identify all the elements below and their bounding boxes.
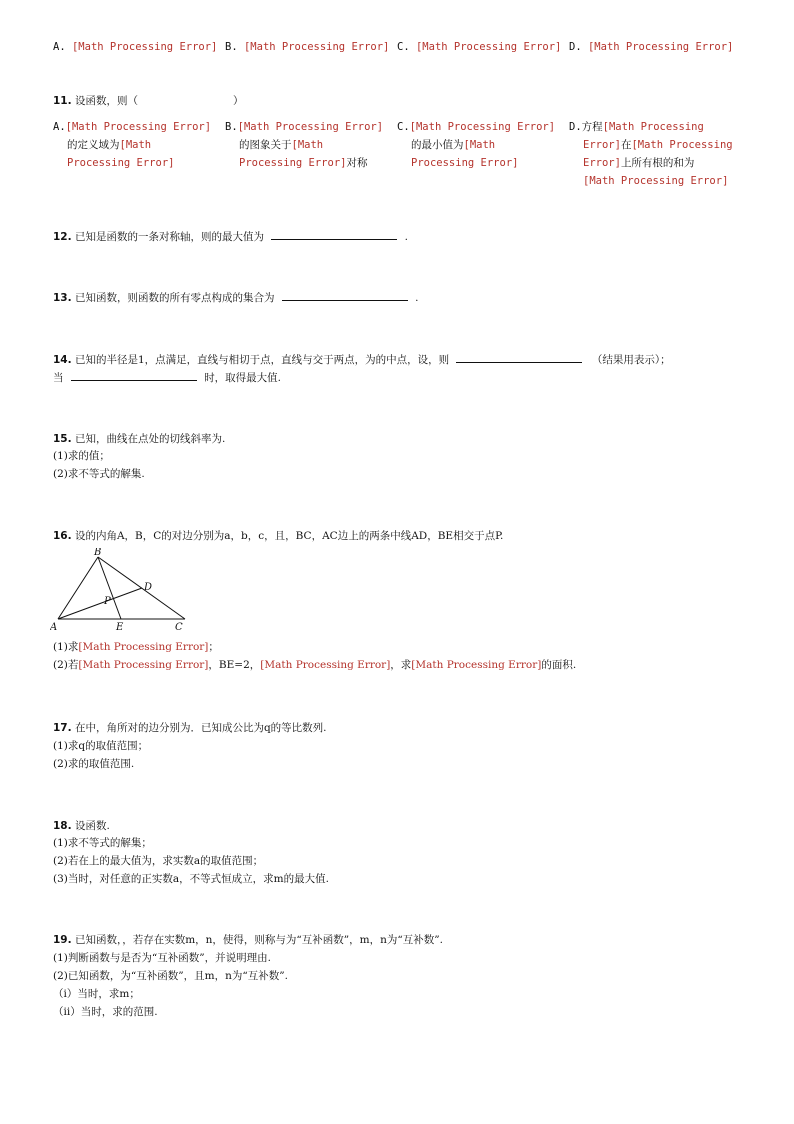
subquestion-text: ，求 (390, 659, 412, 671)
math-error: [Math Processing Error] (78, 641, 209, 653)
option-text: 的图象关于 (239, 139, 292, 151)
question-number: 12. (53, 231, 72, 243)
question-number: 15. (53, 433, 72, 445)
subquestion-text: ，BE=2， (208, 659, 261, 671)
median-be (98, 557, 121, 619)
subquestion-1: (1)判断函数与是否为“互补函数”，并说明理由. (53, 952, 271, 964)
question-stem: 设的内角A，B，C的对边分别为a，b，c，且，BC，AC边上的两条中线AD，BE相交于点P. (74, 530, 504, 542)
option-text: Processing Error] (239, 157, 347, 169)
question-number: 13. (53, 292, 72, 304)
answer-blank[interactable] (271, 227, 397, 240)
option-text: 的定义域为 (67, 139, 120, 151)
question-18 (53, 817, 110, 835)
question-number: 17. (53, 722, 72, 734)
q11-option-d (569, 118, 733, 190)
q10-option-c (397, 38, 561, 56)
option-letter: B. (225, 121, 238, 133)
question-15 (53, 430, 225, 448)
math-error: [Math Processing Error] (260, 659, 391, 671)
question-text: 当 (53, 372, 64, 384)
subquestion-1: (1)求的值； (53, 450, 110, 462)
option-text: Processing Error] (411, 157, 519, 169)
q11-option-c (397, 118, 555, 172)
q10-option-d (569, 38, 733, 56)
option-text: Processing Error] (67, 157, 175, 169)
question-11 (53, 92, 243, 110)
question-stem: 已知函数，则函数的所有零点构成的集合为 (74, 292, 275, 304)
subquestion-2-i: （i）当时，求m； (53, 988, 140, 1000)
question-text: 时，取得最大值. (204, 372, 282, 384)
question-end: . (415, 292, 419, 304)
answer-blank[interactable] (282, 288, 408, 301)
triangle-figure (50, 548, 200, 636)
option-text: [Math Processing Error] (71, 41, 218, 53)
question-stem: 已知，曲线在点处的切线斜率为. (74, 433, 226, 445)
question-close-paren: ） (232, 95, 244, 107)
option-text: [Math (291, 139, 324, 151)
q11-option-a (53, 118, 211, 172)
question-12 (53, 227, 408, 246)
option-text: 在 (620, 139, 632, 151)
option-text: 的最小值为 (411, 139, 464, 151)
question-19 (53, 931, 443, 949)
option-text: [Math Processing Error] (415, 41, 562, 53)
option-text: [Math Processing Error] (65, 121, 212, 133)
question-end: . (404, 231, 408, 243)
option-text: 对称 (346, 157, 368, 169)
subquestion-text: (1)求 (53, 641, 79, 653)
question-13 (53, 288, 418, 307)
label-p: P (104, 596, 111, 607)
question-stem: 设函数. (74, 820, 110, 832)
label-a: A (50, 622, 58, 633)
subquestion-2: (2)求的取值范围. (53, 758, 135, 770)
math-error: [Math Processing Error] (411, 659, 542, 671)
option-letter: C. (397, 121, 410, 133)
question-number: 16. (53, 530, 72, 542)
question-number: 19. (53, 934, 72, 946)
label-b: B (94, 548, 102, 558)
question-17 (53, 719, 327, 737)
option-text: 上所有根的和为 (620, 157, 695, 169)
option-text: [Math Processing Error] (587, 41, 734, 53)
question-14 (53, 350, 671, 369)
subquestion-1: (1)求不等式的解集； (53, 837, 152, 849)
option-text: Error] (583, 139, 621, 151)
label-c: C (175, 622, 183, 633)
option-letter: C. (397, 41, 410, 53)
subquestion-1 (53, 638, 219, 656)
option-letter: A. (53, 41, 66, 53)
answer-blank-1[interactable] (456, 350, 582, 363)
option-text: [Math Processing Error] (583, 175, 729, 187)
option-letter: B. (225, 41, 238, 53)
question-number: 14. (53, 354, 72, 366)
subquestion-text: (2)若 (53, 659, 79, 671)
subquestion-text: ； (208, 641, 219, 653)
label-e: E (116, 622, 124, 633)
option-text: Error] (583, 157, 621, 169)
option-text: [Math (463, 139, 496, 151)
subquestion-2: (2)已知函数，为“互补函数”，且m，n为“互补数”. (53, 970, 288, 982)
subquestion-2: (2)若在上的最大值为，求实数a的取值范围； (53, 855, 264, 867)
option-text: [Math Processing Error] (409, 121, 556, 133)
math-error: [Math Processing Error] (78, 659, 209, 671)
subquestion-2: (2)求不等式的解集. (53, 468, 145, 480)
question-16 (53, 527, 503, 545)
question-number: 18. (53, 820, 72, 832)
question-stem: 已知的半径是1，点满足，直线与相切于点，直线与交于两点，为的中点，设，则 (74, 354, 450, 366)
subquestion-text: 的面积. (541, 659, 577, 671)
question-stem: 设函数，则（ (74, 95, 138, 107)
subquestion-2 (53, 656, 576, 674)
question-number: 11. (53, 95, 72, 107)
option-text: [Math Processing Error] (243, 41, 390, 53)
option-text: 方程 (581, 121, 603, 133)
question-stem: 在中，角所对的边分别为．已知成公比为q的等比数列. (74, 722, 327, 734)
option-text: [Math Processing Error] (237, 121, 384, 133)
option-letter: A. (53, 121, 66, 133)
label-d: D (144, 582, 153, 593)
question-stem: 已知函数，，若存在实数m，n，使得，则称与为“互补函数”，m，n为“互补数”. (74, 934, 443, 946)
question-stem-tail: （结果用表示）； (591, 354, 671, 366)
question-stem: 已知是函数的一条对称轴，则的最大值为 (74, 231, 264, 243)
subquestion-2-ii: （ii）当时，求的范围. (53, 1006, 158, 1018)
q11-option-b (225, 118, 383, 172)
option-letter: D. (569, 121, 582, 133)
side-ab (58, 557, 98, 619)
question-14-line-2 (53, 368, 281, 387)
q10-option-b (225, 38, 389, 56)
answer-blank-2[interactable] (71, 368, 197, 381)
option-text: [Math Processing (602, 121, 704, 133)
subquestion-3: (3)当时，对任意的正实数a，不等式恒成立，求m的最大值. (53, 873, 329, 885)
option-text: [Math (119, 139, 152, 151)
option-text: [Math Processing (631, 139, 733, 151)
option-letter: D. (569, 41, 582, 53)
subquestion-1: (1)求q的取值范围； (53, 740, 149, 752)
q10-option-a (53, 38, 217, 56)
median-ad (58, 588, 142, 619)
